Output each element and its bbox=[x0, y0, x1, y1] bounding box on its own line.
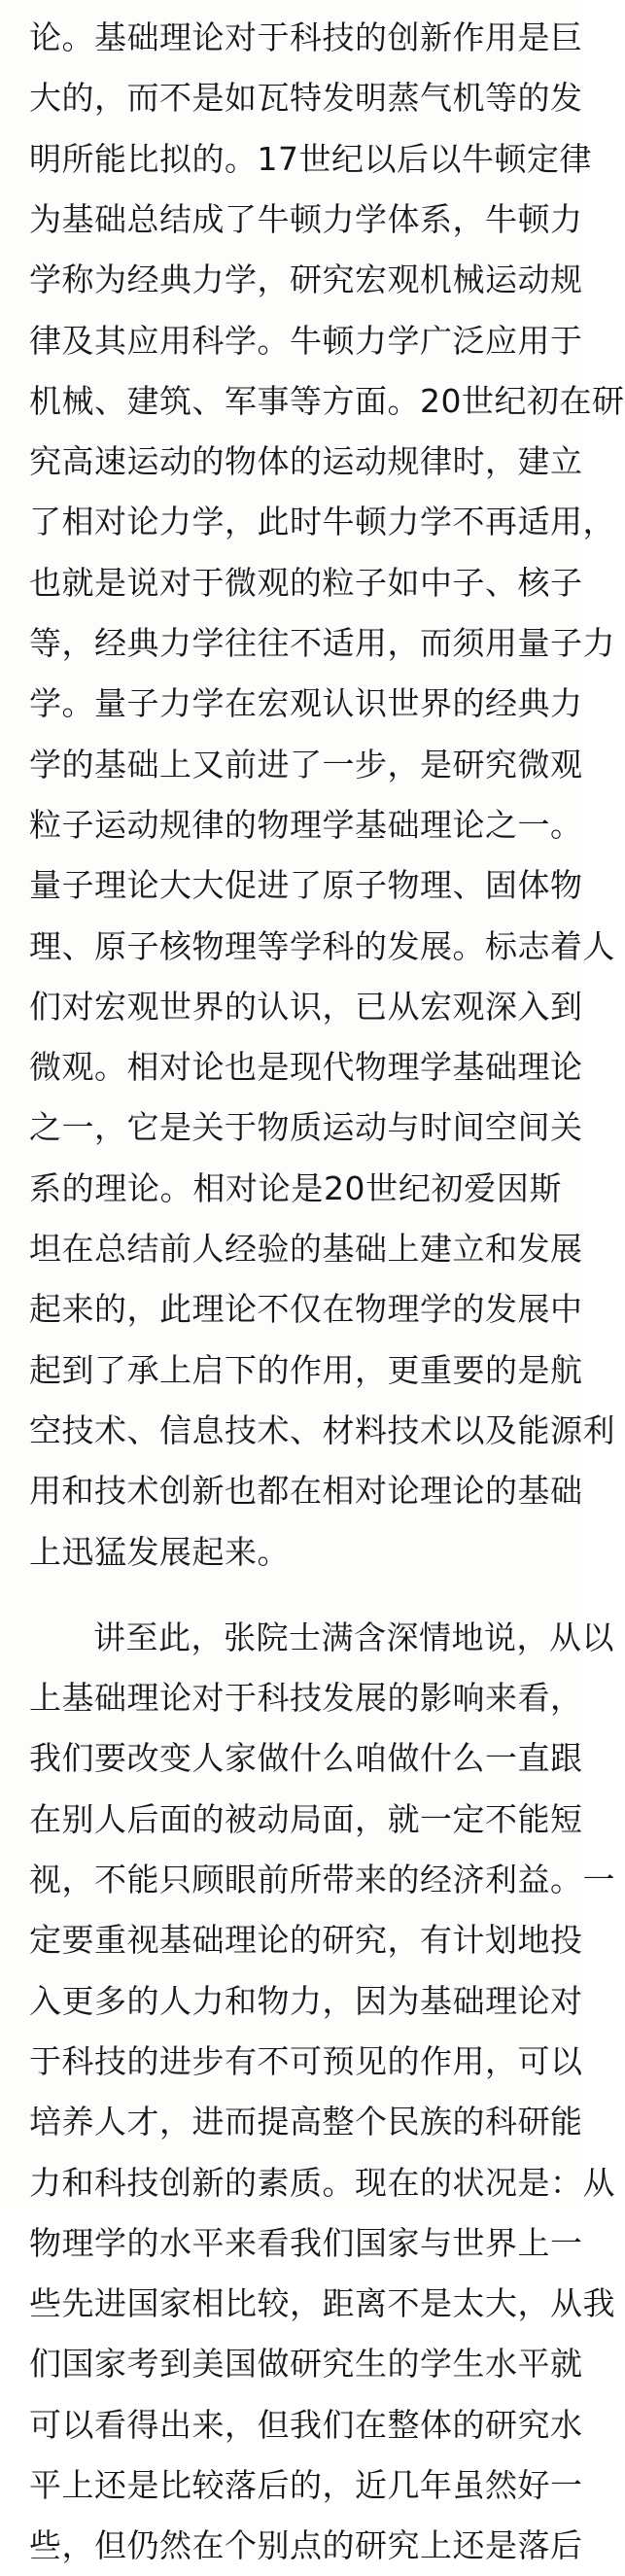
text-line: 培养人才，进而提高整个民族的科研能 bbox=[29, 2103, 583, 2141]
text-line: 究高速运动的物体的运动规律时，建立 bbox=[29, 442, 583, 481]
text-line: 力和科技创新的素质。现在的状况是：从 bbox=[29, 2163, 615, 2202]
text-line: 在别人后面的被动局面，就一定不能短 bbox=[29, 1799, 583, 1838]
text-line: 些先进国家相比较，距离不是太大，从我 bbox=[29, 2284, 615, 2323]
text-line: 起来的，此理论不仅在物理学的发展中 bbox=[29, 1290, 583, 1329]
text-line: 平上还是比较落后的，近几年虽然好一 bbox=[29, 2466, 583, 2504]
text-line: 起到了承上启下的作用，更重要的是航 bbox=[29, 1350, 583, 1389]
text-line: 了相对论力学，此时牛顿力学不再适用， bbox=[29, 503, 615, 541]
text-line: 之一，它是关于物质运动与时间空间关 bbox=[29, 1108, 583, 1147]
text-line: 大的，而不是如瓦特发明蒸气机等的发 bbox=[29, 79, 583, 118]
text-line: 论。基础理论对于科技的创新作用是巨 bbox=[29, 18, 583, 56]
text-line: 微观。相对论也是现代物理学基础理论 bbox=[29, 1048, 583, 1087]
text-line: 讲至此，张院士满含深情地说，从以 bbox=[93, 1618, 614, 1656]
text-line: 用和技术创新也都在相对论理论的基础 bbox=[29, 1472, 583, 1511]
text-line: 上迅猛发展起来。 bbox=[29, 1532, 290, 1571]
text-line: 空技术、信息技术、材料技术以及能源利 bbox=[29, 1410, 615, 1449]
text-line: 系的理论。相对论是20世纪初爱因斯 bbox=[29, 1168, 562, 1207]
text-line: 定要重视基础理论的研究，有计划地投 bbox=[29, 1921, 583, 1960]
text-line: 也就是说对于微观的粒子如中子、核子 bbox=[29, 563, 583, 602]
text-line: 理、原子核物理等学科的发展。标志着人 bbox=[29, 926, 615, 965]
text-line: 视，不能只顾眼前所带来的经济利益。一 bbox=[29, 1861, 615, 1898]
text-line: 机械、建筑、军事等方面。20世纪初在研 bbox=[29, 381, 625, 420]
text-line: 量子理论大大促进了原子物理、固体物 bbox=[29, 866, 583, 905]
text-line: 们对宏观世界的认识，已从宏观深入到 bbox=[29, 987, 583, 1026]
text-line: 学的基础上又前进了一步，是研究微观 bbox=[29, 745, 583, 783]
text-line: 粒子运动规律的物理学基础理论之一。 bbox=[29, 805, 583, 844]
text-line: 学。量子力学在宏观认识世界的经典力 bbox=[29, 684, 583, 723]
text-line: 坦在总结前人经验的基础上建立和发展 bbox=[29, 1230, 583, 1268]
text-line: 为基础总结成了牛顿力学体系，牛顿力 bbox=[29, 199, 583, 238]
text-line: 明所能比拟的。17世纪以后以牛顿定律 bbox=[29, 139, 592, 178]
text-line: 我们要改变人家做什么咱做什么一直跟 bbox=[29, 1739, 583, 1778]
text-line: 们国家考到美国做研究生的学生水平就 bbox=[29, 2345, 583, 2384]
text-line: 上基础理论对于科技发展的影响来看， bbox=[29, 1679, 583, 1718]
text-line: 学称为经典力学，研究宏观机械运动规 bbox=[29, 261, 583, 299]
text-line: 于科技的进步有不可预见的作用，可以 bbox=[29, 2041, 583, 2080]
text-line: 可以看得出来，但我们在整体的研究水 bbox=[29, 2405, 583, 2444]
text-line: 等，经典力学往往不适用，而须用量子力 bbox=[29, 624, 615, 662]
text-line: 些，但仍然在个别点的研究上还是落后 bbox=[29, 2526, 583, 2565]
text-line: 入更多的人力和物力，因为基础理论对 bbox=[29, 1981, 583, 2020]
text-line: 物理学的水平来看我们国家与世界上一 bbox=[29, 2223, 583, 2262]
text-line: 律及其应用科学。牛顿力学广泛应用于 bbox=[29, 321, 583, 360]
